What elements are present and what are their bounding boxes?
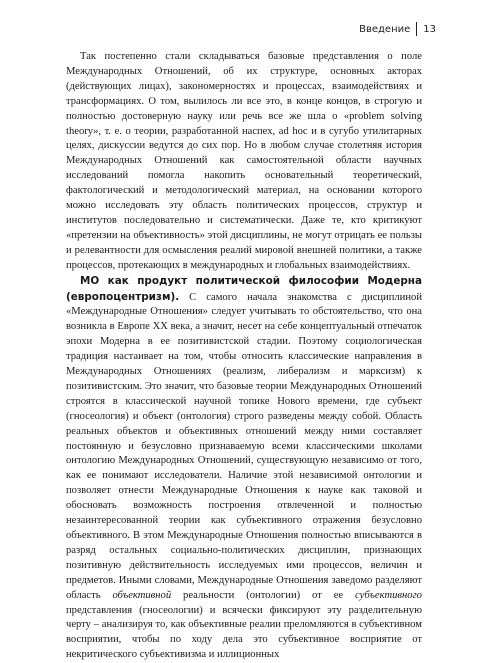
- paragraph-1: Так постепенно стали складываться базовые представления о поле Международных Отношений, об их структуре, основных акторах (действующих лицах), закономерностях и процессах, взаимодействиях и трансформациях. О том, вылилось ли все это, в конце концов, в строгую и полностью достоверную науку или речь все же шла о «problem solving theory», т. е. о теории, разработанной наспех, ad hoc и в сугубо утилитарных целях, дискуссии ведутся до сих пор. Но в любом случае столетняя история Международных Отношений как самостоятельной области научных исследований помогла накопить основательный теоретический, фактологический и методологический материал, на основании которого можно исследовать эту область политических процессов, структур и институтов последовательно и систематически. Даже те, кто критикуют «претензии на объективность» этой дисциплины, не могут отрицать ее пользы и релевантности для осмысления реалий мировой внешней политики, а также процессов, протекающих в международных и глобальных взаимодействиях.: [66, 51, 422, 271]
- header-divider: [416, 22, 417, 36]
- chapter-title: Введение: [359, 23, 411, 35]
- running-head: [359, 22, 436, 36]
- emphasis-objective: объективной: [112, 589, 172, 601]
- paragraph-2-text-c: представления (гносеологии) и всячески фиксируют эту разделительную черту – анализируя то, как объективные реалии преломляются в субъективном восприятии, чтобы по ходу дела это субъективное восприятие от некритического субъективизма и иллиционных: [66, 604, 422, 661]
- body-text: [66, 50, 422, 663]
- emphasis-subjective: субъективного: [355, 589, 422, 601]
- paragraph-2-text-b: реальности (онтологии) от ее: [171, 589, 356, 601]
- page-number: 13: [423, 23, 436, 35]
- paragraph-2: [66, 274, 422, 663]
- section-heading: МО как продукт политической философии Модерна (европоцентризм).: [66, 274, 422, 303]
- paragraph-2-text-a: С самого начала знакомства с дисциплиной «Международные Отношения» следует учитывать то обстоятельство, что она возникла в Европе XX века, а значит, несет на себе концептуальный отпечаток эпохи Модерна в ее позитивистской стадии. Поэтому социологическая традиция настаивает на том, чтобы относить классические направления в Международных Отношениях (реализм, либерализм и марксизм) к позитивистским. Это значит, что базовые теории Международных Отношений строятся в классической научной топике Нового времени, где субъект (гносеология) и объект (онтология) строго разведены между собой. Область реальных объектов и объективных отношений между ними составляет постоянную и безусловно признаваемую всеми классическими школами онтологию Международных Отношений, существующую независимо от того, как ее понимают исследователи. Наличие этой независимой онтологии и позволяет отнести Международные Отношения к науке как таковой и обосновать возможность построения отвлеченной и полностью незаинтересованной теории как субъективного отражения безусловно объективного. В этом Международные Отношения полностью вписываются в разряд остальных социально-политических дисциплин, признающих позитивную действительность исследуемых ими процессов, величин и предметов. Иными словами, Международные Отношения заведомо разделяют область: [66, 291, 422, 601]
